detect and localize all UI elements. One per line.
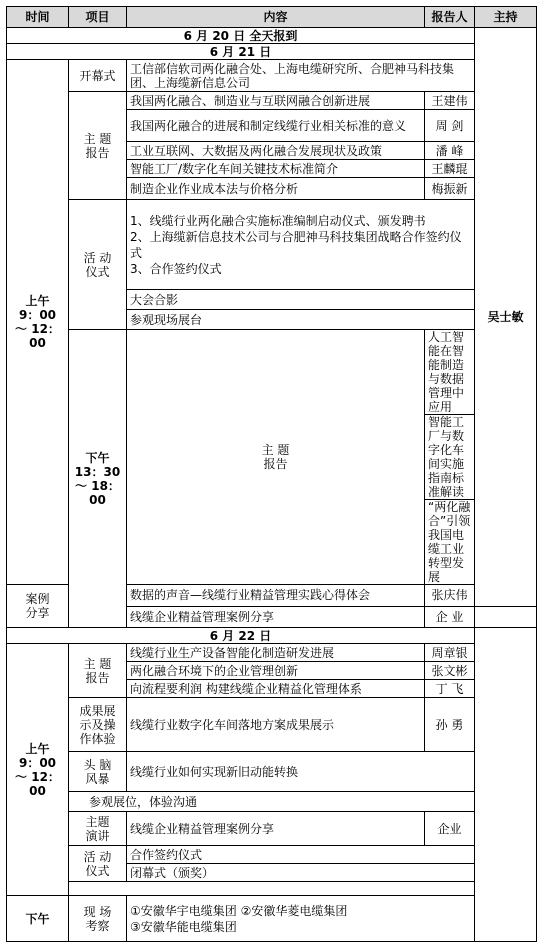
section-showcase: 成果展 示及操 作体验 bbox=[69, 698, 127, 752]
table-row bbox=[7, 792, 537, 812]
talk-title: 我国两化融合、制造业与互联网融合创新进展 bbox=[127, 92, 425, 110]
talk-reporter: 王建伟 bbox=[425, 92, 475, 110]
opening-content: 工信部信软司两化融合处、上海电缆研究所、合肥神马科技集团、上海缆新信息公司 bbox=[127, 60, 475, 92]
header-row bbox=[7, 7, 537, 28]
talk-title: 我国两化融合的进展和制定线缆行业相关标准的意义 bbox=[127, 110, 425, 142]
table-row bbox=[7, 200, 537, 290]
section-keynote: 主 题 报告 bbox=[69, 92, 127, 200]
header-time: 时间 bbox=[7, 7, 69, 28]
showcase-content: 线缆行业数字化车间落地方案成果展示 bbox=[127, 698, 425, 752]
section-day2-ceremony: 活 动 仪式 bbox=[69, 846, 127, 882]
talk-title: 人工智能在智能制造与数据管理中应用 bbox=[425, 330, 475, 415]
talk-title: 智能工厂/数字化车间关键技术标准简介 bbox=[127, 160, 425, 178]
day-june21-title: 6 月 21 日 bbox=[7, 44, 475, 60]
table-row bbox=[7, 60, 537, 92]
brainstorm-content: 线缆行业如何实现新旧动能转换 bbox=[127, 752, 475, 792]
table-row bbox=[7, 896, 537, 942]
talk-reporter: 潘 峰 bbox=[425, 142, 475, 160]
table-row bbox=[7, 752, 537, 792]
day-june20-title: 6 月 20 日 全天报到 bbox=[7, 28, 475, 44]
time-day2-pm: 下午 bbox=[7, 896, 69, 942]
table-row bbox=[7, 812, 537, 846]
field-visit-content: ①安徽华宇电缆集团 ②安徽华菱电缆集团 ③安徽华能电缆集团 bbox=[127, 896, 475, 942]
talk-title: 两化融合环境下的企业管理创新 bbox=[127, 662, 425, 680]
day-row-june21 bbox=[7, 44, 537, 60]
header-content: 内容 bbox=[127, 7, 425, 28]
table-row bbox=[7, 882, 537, 896]
host-day1-am: 吴士敏 bbox=[475, 28, 537, 607]
header-host: 主持 bbox=[475, 7, 537, 28]
time-day1-am: 上午 9：00 ～ 12： 00 bbox=[7, 60, 69, 585]
ceremony-item: 闭幕式（颁奖） bbox=[127, 864, 475, 882]
time-day2-am: 上午 9：00 ～ 12： 00 bbox=[7, 644, 69, 896]
talk-reporter: 企业 bbox=[425, 812, 475, 846]
table-row bbox=[7, 92, 537, 110]
section-cases: 案例 分享 bbox=[7, 585, 69, 628]
section-opening: 开幕式 bbox=[69, 60, 127, 92]
table-row bbox=[7, 330, 537, 415]
showcase-reporter: 孙 勇 bbox=[425, 698, 475, 752]
talk-title: 向流程要利润 构建线缆企业精益化管理体系 bbox=[127, 680, 425, 698]
section-brainstorm: 头 脑 风暴 bbox=[69, 752, 127, 792]
case-reporter: 企 业 bbox=[425, 606, 475, 628]
spacer-row bbox=[69, 882, 475, 896]
talk-title: 制造企业作业成本法与价格分析 bbox=[127, 178, 425, 200]
case-title: 线缆企业精益管理案例分享 bbox=[127, 606, 425, 628]
talk-title: 工业互联网、大数据及两化融合发展现状及政策 bbox=[127, 142, 425, 160]
host-day2 bbox=[475, 628, 537, 942]
day-row-june20 bbox=[7, 28, 537, 44]
exhibit-row: 参观展位，体验沟通 bbox=[69, 792, 475, 812]
ceremony-item: 合作签约仪式 bbox=[127, 846, 475, 864]
talk-reporter: 周章银 bbox=[425, 644, 475, 662]
ceremony-content: 1、线缆行业两化融合实施标准编制启动仪式、颁发聘书 2、上海缆新信息技术公司与合肥神马科技集团战略合作签约仪式 3、合作签约仪式 bbox=[127, 200, 475, 290]
talk-reporter: 王麟琨 bbox=[425, 160, 475, 178]
case-title: 数据的声音—线缆行业精益管理实践心得体会 bbox=[127, 585, 425, 607]
header-reporter: 报告人 bbox=[425, 7, 475, 28]
section-ceremony: 活 动 仪式 bbox=[69, 200, 127, 330]
section-pm-keynote: 主 题 报告 bbox=[127, 330, 425, 585]
header-item: 项目 bbox=[69, 7, 127, 28]
talk-reporter: 张文彬 bbox=[425, 662, 475, 680]
talk-content: 线缆企业精益管理案例分享 bbox=[127, 812, 425, 846]
section-field-visit: 现 场 考察 bbox=[69, 896, 127, 942]
schedule-table bbox=[6, 6, 537, 942]
table-row bbox=[7, 644, 537, 662]
talk-title: 线缆行业生产设备智能化制造研发进展 bbox=[127, 644, 425, 662]
section-talk: 主题 演讲 bbox=[69, 812, 127, 846]
table-row bbox=[7, 698, 537, 752]
talk-reporter: 梅振新 bbox=[425, 178, 475, 200]
talk-title: “两化融合”引领我国电缆工业转型发展 bbox=[425, 500, 475, 585]
talk-title: 智能工厂与数字化车间实施指南标准解读 bbox=[425, 415, 475, 500]
time-day1-pm: 下午 13：30 ～ 18： 00 bbox=[69, 330, 127, 628]
case-reporter: 张庆伟 bbox=[425, 585, 475, 607]
table-row bbox=[7, 846, 537, 864]
talk-reporter: 丁 飞 bbox=[425, 680, 475, 698]
talk-reporter: 周 剑 bbox=[425, 110, 475, 142]
booth-visit: 参观现场展台 bbox=[127, 310, 475, 330]
day-june22-title: 6 月 22 日 bbox=[7, 628, 475, 644]
section-day2-keynote: 主 题 报告 bbox=[69, 644, 127, 698]
group-photo: 大会合影 bbox=[127, 290, 475, 310]
day-row-june22 bbox=[7, 628, 537, 644]
